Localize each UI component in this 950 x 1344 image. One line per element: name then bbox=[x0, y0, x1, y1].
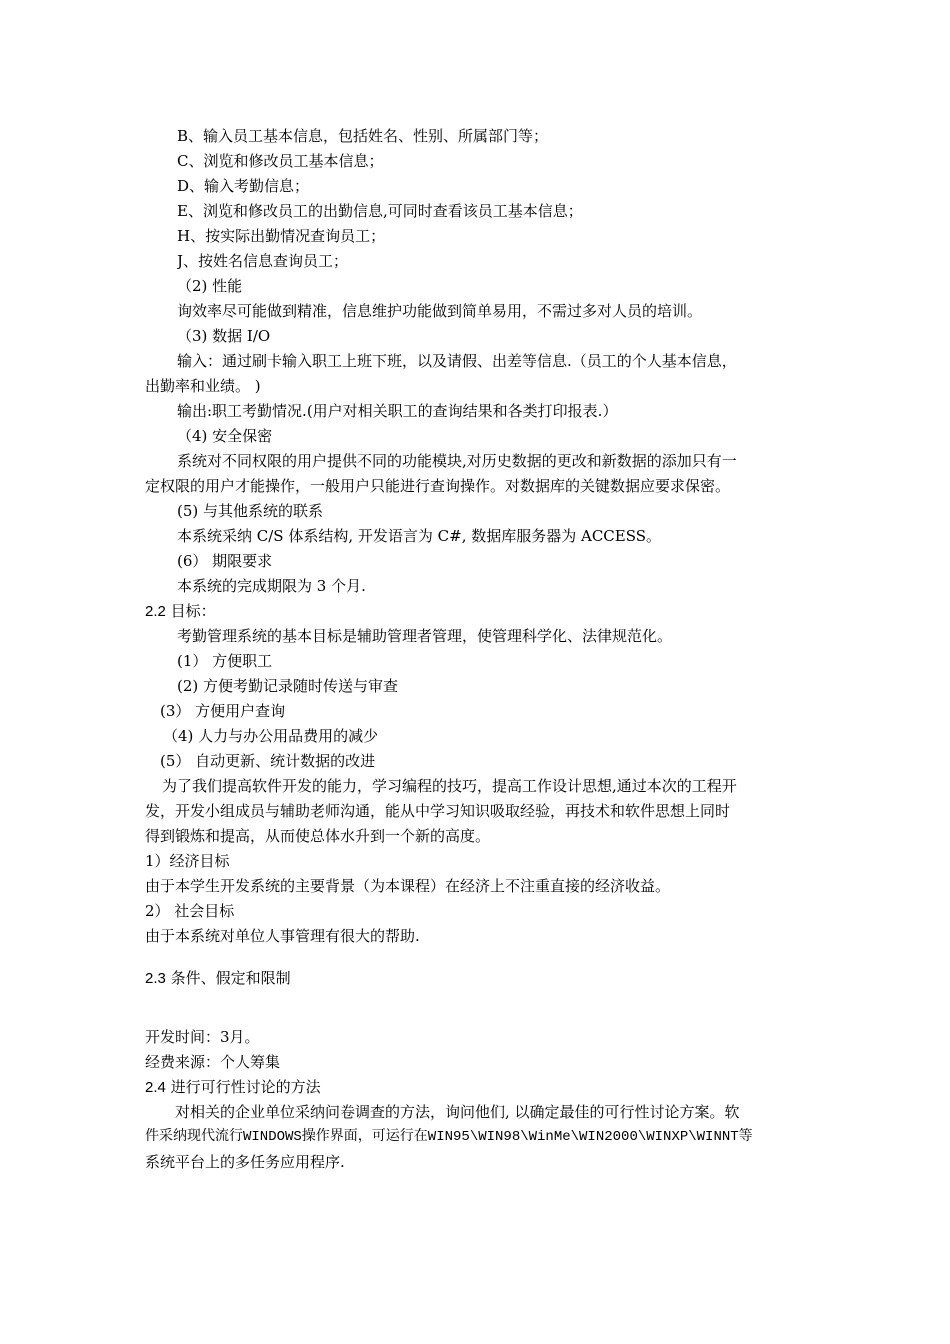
subsection-data-io-title: （3) 数据 I/O bbox=[177, 327, 271, 345]
social-goal-title: 2） 社会目标 bbox=[145, 902, 235, 920]
section-title: 目标： bbox=[165, 602, 216, 620]
section-number: 2.4 bbox=[145, 1079, 166, 1096]
deadline-text: 本系统的完成期限为 3 个月. bbox=[177, 577, 366, 595]
other-systems-text: 本系统采纳 C/S 体系结构, 开发语言为 C#, 数据库服务器为 ACCESS。 bbox=[177, 527, 662, 545]
section-title: 条件、假定和限制 bbox=[165, 969, 291, 987]
section-number: 2.2 bbox=[145, 603, 166, 620]
requirement-item-b: B、输入员工基本信息，包括姓名、性别、所属部门等； bbox=[177, 127, 549, 145]
social-goal-text: 由于本系统对单位人事管理有很大的帮助. bbox=[145, 927, 420, 945]
section-2-4-heading bbox=[145, 1075, 810, 1100]
goal-paragraph-line-3: 得到锻炼和提高，从而使总体水升到一个新的高度。 bbox=[145, 827, 491, 845]
requirement-item-h: H、按实际出勤情况查询员工； bbox=[177, 227, 386, 245]
method-paragraph-line-2: 件采纳现代流行WINDOWS操作界面，可运行在WIN95\WIN98\WinMe\WIN2000\WINXP\WINNT等 bbox=[145, 1129, 753, 1145]
method-paragraph-line-1: 对相关的企业单位采纳问卷调查的方法，询问他们, 以确定最佳的可行性讨论方案。软 bbox=[175, 1103, 740, 1121]
goal-item-1: (1） 方便职工 bbox=[177, 652, 273, 670]
method-paragraph-line-3: 系统平台上的多任务应用程序. bbox=[145, 1153, 345, 1171]
goal-item-4: （4) 人力与办公用品费用的减少 bbox=[163, 727, 379, 745]
goal-item-3: (3） 方便用户查询 bbox=[160, 702, 286, 720]
economic-goal-title: 1）经济目标 bbox=[145, 852, 230, 870]
goal-intro: 考勤管理系统的基本目标是辅助管理者管理，使管理科学化、法律规范化。 bbox=[177, 627, 673, 645]
security-text-line-1: 系统对不同权限的用户提供不同的功能模块,对历史数据的更改和新数据的添加只有一 bbox=[177, 452, 737, 470]
performance-text: 询效率尽可能做到精准，信息维护功能做到简单易用，不需过多对人员的培训。 bbox=[177, 302, 703, 320]
data-io-input-line-1: 输入：通过刷卡输入职工上班下班，以及请假、出差等信息.（员工的个人基本信息， bbox=[177, 352, 737, 370]
subsection-performance-title: （2) 性能 bbox=[177, 277, 243, 295]
goal-item-5: (5） 自动更新、统计数据的改进 bbox=[160, 752, 376, 770]
requirement-item-c: C、浏览和修改员工基本信息； bbox=[177, 152, 384, 170]
subsection-deadline-title: (6） 期限要求 bbox=[177, 552, 273, 570]
section-title: 进行可行性讨论的方法 bbox=[165, 1078, 321, 1096]
goal-paragraph-line-1: 为了我们提高软件开发的能力，学习编程的技巧，提高工作设计思想,通过本次的工程开 bbox=[162, 777, 737, 795]
subsection-security-title: （4) 安全保密 bbox=[177, 427, 273, 445]
security-text-line-2: 定权限的用户才能操作，一般用户只能进行查询操作。对数据库的关键数据应要求保密。 bbox=[145, 477, 731, 495]
goal-item-2: (2) 方便考勤记录随时传送与审查 bbox=[177, 677, 399, 695]
requirement-item-e: E、浏览和修改员工的出勤信息,可同时查看该员工基本信息； bbox=[177, 202, 583, 220]
requirement-item-j: J、按姓名信息查询员工； bbox=[177, 252, 349, 270]
funding-source: 经费来源：个人筹集 bbox=[145, 1053, 281, 1071]
section-2-3-heading bbox=[145, 966, 810, 991]
economic-goal-text: 由于本学生开发系统的主要背景（为本课程）在经济上不注重直接的经济收益。 bbox=[145, 877, 671, 895]
requirement-item-d: D、输入考勤信息； bbox=[177, 177, 310, 195]
data-io-output: 输出:职工考勤情况.(用户对相关职工的查询结果和各类打印报表.） bbox=[177, 402, 618, 420]
data-io-input-line-2: 出勤率和业绩。 ) bbox=[145, 377, 261, 395]
goal-paragraph-line-2: 发，开发小组成员与辅助老师沟通，能从中学习知识吸取经验，再技术和软件思想上同时 bbox=[145, 802, 731, 820]
section-number: 2.3 bbox=[145, 970, 166, 987]
development-time: 开发时间：3月。 bbox=[145, 1028, 260, 1046]
section-2-2-heading bbox=[145, 599, 810, 624]
subsection-other-systems-title: (5) 与其他系统的联系 bbox=[177, 502, 324, 520]
